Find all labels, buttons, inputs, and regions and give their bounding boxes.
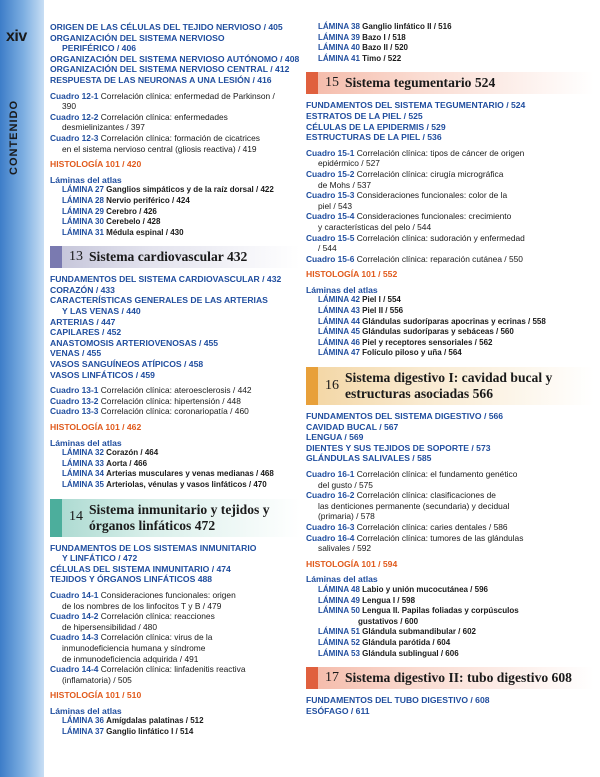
plate-title: Piel I / 554 — [362, 295, 401, 305]
atlas-plate-continuation: gustativos / 600 — [358, 616, 419, 626]
toc-section-entry: CAVIDAD BUCAL / 567 — [306, 421, 399, 432]
box-title: Correlación clínica: linfadenitis reactiva — [100, 664, 246, 675]
page-number: xiv — [6, 28, 27, 45]
box-title: Correlación clínica: virus de la — [100, 632, 213, 643]
plate-number: LÁMINA 27 — [62, 185, 104, 195]
toc-section-entry: PERIFÉRICO / 406 — [62, 43, 137, 54]
box-number: Cuadro 12-3 — [50, 132, 99, 143]
plate-title: Folículo piloso y uña / 564 — [362, 348, 462, 358]
toc-box-continuation: y características del pelo / 544 — [318, 221, 432, 232]
toc-box-continuation: inmunodeficiencia humana y síndrome — [62, 642, 206, 653]
box-number: Cuadro 15-1 — [306, 147, 355, 158]
atlas-plate-entry — [50, 207, 300, 218]
plate-number: LÁMINA 37 — [62, 727, 104, 737]
atlas-plates-heading: Láminas del atlas — [306, 574, 378, 585]
box-title: Correlación clínica: sudoración y enfermedad — [356, 232, 525, 243]
box-title: Correlación clínica: tumores de las glándulas — [356, 532, 524, 543]
toc-section-entry: ORGANIZACIÓN DEL SISTEMA NERVIOSO AUTÓNOMO / 408 — [50, 53, 300, 64]
toc-section-entry: FUNDAMENTOS DEL SISTEMA TEGUMENTARIO / 524 — [306, 100, 526, 111]
box-number: Cuadro 13-2 — [50, 395, 99, 406]
plate-number: LÁMINA 51 — [318, 627, 360, 637]
toc-section-entry: LENGUA / 569 — [306, 432, 364, 443]
box-number: Cuadro 12-1 — [50, 90, 99, 101]
plate-title: Piel II / 556 — [362, 306, 404, 316]
toc-column-left — [50, 22, 300, 738]
plate-title: Glándulas sudoríparas y sebáceas / 560 — [362, 327, 514, 337]
plate-number: LÁMINA 35 — [62, 479, 104, 489]
chapter-title: Sistema digestivo II: tubo digestivo 608 — [345, 670, 572, 686]
toc-box-entry — [306, 533, 594, 544]
plate-number: LÁMINA 30 — [62, 217, 104, 227]
toc-box-continuation: de hipersensibilidad / 480 — [62, 621, 157, 632]
box-number: Cuadro 15-2 — [306, 168, 355, 179]
plate-number: LÁMINA 40 — [318, 43, 360, 53]
spacer — [306, 359, 594, 364]
plate-title: Cerebelo / 428 — [106, 217, 161, 227]
toc-box-entry — [306, 522, 594, 533]
atlas-plate-entry — [306, 585, 594, 596]
chapter-number: 16 — [325, 377, 339, 393]
chapter-number: 17 — [325, 669, 339, 685]
plate-title: Amígdalas palatinas / 512 — [106, 716, 204, 726]
plate-number: LÁMINA 53 — [318, 648, 360, 658]
toc-section-entry: ORGANIZACIÓN DEL SISTEMA NERVIOSO CENTRAL / 412 — [50, 64, 290, 75]
atlas-plate-entry — [306, 606, 594, 617]
box-number: Cuadro 12-2 — [50, 111, 99, 122]
plate-number: LÁMINA 46 — [318, 337, 360, 347]
toc-section-entry: GLÁNDULAS SALIVALES / 585 — [306, 453, 432, 464]
plate-number: LÁMINA 32 — [62, 448, 104, 458]
chapter-color-tab — [50, 499, 62, 537]
box-number: Cuadro 14-3 — [50, 632, 99, 643]
toc-section-entry: VENAS / 455 — [50, 348, 102, 359]
plate-number: LÁMINA 39 — [318, 32, 360, 42]
atlas-plate-entry — [50, 196, 300, 207]
chapter-heading — [306, 72, 594, 94]
toc-section-entry: FUNDAMENTOS DEL SISTEMA DIGESTIVO / 566 — [306, 411, 504, 422]
plate-title: Médula espinal / 430 — [106, 227, 184, 237]
toc-box-continuation: de inmunodeficiencia adquirida / 491 — [62, 653, 199, 664]
plate-number: LÁMINA 33 — [62, 458, 104, 468]
plate-title: Timo / 522 — [362, 53, 402, 63]
plate-title: Lengua II. Papilas foliadas y corpúsculos — [362, 606, 519, 616]
toc-box-entry — [50, 133, 300, 144]
toc-box-continuation: piel / 543 — [318, 200, 352, 211]
chapter-number: 14 — [69, 509, 83, 525]
plate-title: Piel y receptores sensoriales / 562 — [362, 337, 493, 347]
toc-section-entry: ESTRATOS DE LA PIEL / 525 — [306, 110, 423, 121]
plate-number: LÁMINA 36 — [62, 716, 104, 726]
atlas-plate-entry — [50, 716, 300, 727]
toc-section-entry: FUNDAMENTOS DE LOS SISTEMAS INMUNITARIO — [50, 542, 257, 553]
spacer — [50, 491, 300, 496]
chapter-number: 15 — [325, 75, 339, 91]
toc-box-continuation: salivales / 592 — [318, 543, 372, 554]
atlas-plate-entry — [306, 348, 594, 359]
chapter-color-tab — [306, 72, 318, 94]
plate-number: LÁMINA 31 — [62, 227, 104, 237]
histology-entry: HISTOLOGÍA 101 / 462 — [50, 422, 142, 432]
atlas-plate-entry — [50, 480, 300, 491]
toc-box-entry — [306, 233, 594, 244]
toc-box-continuation: (primaria) / 578 — [318, 511, 375, 522]
plate-title: Arteriolas, vénulas y vasos linfáticos / 470 — [106, 479, 267, 489]
toc-section-entry: CARACTERÍSTICAS GENERALES DE LAS ARTERIAS — [50, 295, 268, 306]
atlas-plate-entry — [50, 469, 300, 480]
atlas-plate-entry — [50, 228, 300, 239]
box-number: Cuadro 14-1 — [50, 589, 99, 600]
toc-box-continuation: (inflamatoria) / 505 — [62, 674, 132, 685]
box-title: Correlación clínica: clasificaciones de — [356, 490, 496, 501]
plate-title: Corazón / 464 — [106, 448, 159, 458]
plate-number: LÁMINA 41 — [318, 53, 360, 63]
box-title: Correlación clínica: cirugía micrográfica — [356, 168, 504, 179]
toc-section-entry: RESPUESTA DE LAS NEURONAS A UNA LESIÓN / 416 — [50, 74, 272, 85]
atlas-plate-entry — [50, 448, 300, 459]
atlas-plate-entry — [50, 727, 300, 738]
toc-box-entry — [306, 211, 594, 222]
plate-number: LÁMINA 52 — [318, 637, 360, 647]
chapter-title: Sistema inmunitario y tejidos y órganos linfáticos 472 — [89, 501, 270, 533]
toc-box-continuation: epidérmico / 527 — [318, 158, 380, 169]
toc-box-continuation: de los nombres de los linfocitos T y B / 479 — [62, 600, 222, 611]
toc-box-continuation: 390 — [62, 101, 76, 112]
plate-title: Lengua I / 598 — [362, 595, 416, 605]
histology-entry: HISTOLOGÍA 101 / 420 — [50, 159, 142, 170]
chapter-heading — [50, 246, 300, 268]
chapter-heading — [50, 499, 300, 537]
box-number: Cuadro 15-5 — [306, 232, 355, 243]
plate-title: Labio y unión mucocutánea / 596 — [362, 584, 488, 594]
atlas-plate-entry — [306, 43, 594, 54]
box-number: Cuadro 16-2 — [306, 490, 355, 501]
toc-box-entry — [50, 664, 300, 675]
chapter-title: Sistema cardiovascular 432 — [89, 249, 248, 265]
toc-section-entry: ORIGEN DE LAS CÉLULAS DEL TEJIDO NERVIOSO / 405 — [50, 22, 283, 32]
atlas-plate-entry — [306, 33, 594, 44]
toc-section-entry: ESÓFAGO / 611 — [306, 705, 370, 716]
spacer — [306, 659, 594, 664]
toc-section-entry: ORGANIZACIÓN DEL SISTEMA NERVIOSO — [50, 32, 225, 43]
box-title: Correlación clínica: enfermedad de Parkinson / — [100, 90, 275, 101]
atlas-plates-heading: Láminas del atlas — [50, 174, 122, 185]
toc-section-entry: Y LINFÁTICO / 472 — [62, 553, 138, 564]
box-title: Correlación clínica: ateroesclerosis / 442 — [100, 385, 252, 396]
atlas-plate-entry — [306, 306, 594, 317]
toc-section-entry: CÉLULAS DEL SISTEMA INMUNITARIO / 474 — [50, 563, 231, 574]
chapter-title: Sistema digestivo I: cavidad bucal y estructuras asociadas 566 — [345, 370, 553, 402]
toc-box-entry — [50, 396, 300, 407]
atlas-plate-entry — [306, 317, 594, 328]
toc-section-entry: Y LAS VENAS / 440 — [62, 306, 141, 317]
box-title: Correlación clínica: reacciones — [100, 611, 215, 622]
box-title: Correlación clínica: enfermedades — [100, 111, 228, 122]
toc-box-continuation: desmielinizantes / 397 — [62, 122, 145, 133]
box-number: Cuadro 15-6 — [306, 253, 355, 264]
atlas-plates-heading: Láminas del atlas — [50, 437, 122, 448]
plate-title: Glándula sublingual / 606 — [362, 648, 459, 658]
plate-title: Glándulas sudoríparas apocrinas y ecrinas / 558 — [362, 316, 546, 326]
toc-box-entry — [306, 148, 594, 159]
toc-box-continuation: de Mohs / 537 — [318, 179, 372, 190]
chapter-heading — [306, 367, 594, 405]
box-title: Consideraciones funcionales: color de la — [356, 190, 508, 201]
toc-box-entry — [50, 406, 300, 417]
plate-number: LÁMINA 28 — [62, 195, 104, 205]
box-number: Cuadro 13-3 — [50, 406, 99, 417]
plate-number: LÁMINA 42 — [318, 295, 360, 305]
toc-box-entry — [50, 91, 300, 102]
box-number: Cuadro 13-1 — [50, 385, 99, 396]
toc-box-continuation: las denticiones permanente (secundaria) y decidual — [318, 500, 510, 511]
plate-number: LÁMINA 44 — [318, 316, 360, 326]
plate-title: Glándula submandibular / 602 — [362, 627, 476, 637]
chapter-color-tab — [50, 246, 62, 268]
box-number: Cuadro 15-3 — [306, 190, 355, 201]
atlas-plate-entry — [50, 185, 300, 196]
side-band — [0, 0, 44, 777]
box-number: Cuadro 15-4 — [306, 211, 355, 222]
atlas-plate-entry — [306, 295, 594, 306]
atlas-plate-entry — [306, 596, 594, 607]
toc-box-entry — [50, 611, 300, 622]
chapter-number: 13 — [69, 248, 83, 264]
toc-section-entry: CAPILARES / 452 — [50, 327, 122, 338]
atlas-plate-entry — [306, 338, 594, 349]
plate-title: Bazo II / 520 — [362, 43, 408, 53]
plate-title: Ganglio linfático I / 514 — [106, 727, 194, 737]
box-title: Correlación clínica: el fundamento genético — [356, 469, 518, 479]
spacer — [50, 238, 300, 243]
atlas-plate-entry — [306, 327, 594, 338]
toc-section-entry: VASOS SANGUÍNEOS ATÍPICOS / 458 — [50, 359, 204, 370]
toc-box-continuation: en el sistema nervioso central (gliosis reactiva) / 419 — [62, 143, 257, 154]
atlas-plate-entry — [306, 638, 594, 649]
atlas-plate-entry — [306, 54, 594, 65]
box-title: Correlación clínica: caries dentales / 586 — [356, 521, 508, 532]
atlas-plate-entry — [50, 459, 300, 470]
toc-section-entry: VASOS LINFÁTICOS / 459 — [50, 369, 155, 380]
toc-box-continuation: / 544 — [318, 243, 337, 254]
plate-number: LÁMINA 34 — [62, 469, 104, 479]
box-number: Cuadro 14-4 — [50, 664, 99, 675]
toc-section-entry: CÉLULAS DE LA EPIDERMIS / 529 — [306, 121, 446, 132]
box-number: Cuadro 16-3 — [306, 521, 355, 532]
plate-title: Arterias musculares y venas medianas / 468 — [106, 469, 274, 479]
plate-number: LÁMINA 29 — [62, 206, 104, 216]
plate-title: Ganglio linfático II / 516 — [362, 22, 452, 31]
plate-number: LÁMINA 43 — [318, 306, 360, 316]
toc-box-entry — [306, 190, 594, 201]
box-number: Cuadro 16-1 — [306, 469, 355, 479]
plate-number: LÁMINA 49 — [318, 595, 360, 605]
atlas-plate-entry — [306, 22, 594, 33]
atlas-plate-entry — [306, 627, 594, 638]
toc-section-entry: DIENTES Y SUS TEJIDOS DE SOPORTE / 573 — [306, 442, 491, 453]
box-title: Consideraciones funcionales: crecimiento — [356, 211, 512, 222]
plate-number: LÁMINA 48 — [318, 584, 360, 594]
chapter-heading — [306, 667, 594, 689]
atlas-plate-entry — [306, 649, 594, 660]
box-title: Correlación clínica: tipos de cáncer de origen — [356, 147, 525, 158]
box-title: Correlación clínica: coronariopatía / 460 — [100, 406, 249, 417]
toc-section-entry: ARTERIAS / 447 — [50, 316, 116, 327]
spacer — [306, 64, 594, 69]
histology-entry: HISTOLOGÍA 101 / 552 — [306, 269, 398, 280]
histology-entry: HISTOLOGÍA 101 / 594 — [306, 558, 398, 569]
plate-title: Nervio periférico / 424 — [106, 195, 190, 205]
toc-section-entry: ESTRUCTURAS DE LA PIEL / 536 — [306, 132, 442, 143]
plate-title: Glándula parótida / 604 — [362, 637, 451, 647]
plate-title: Bazo I / 518 — [362, 32, 406, 42]
toc-box-continuation: del gusto / 575 — [318, 479, 373, 490]
plate-title: Aorta / 466 — [106, 458, 148, 468]
plate-title: Ganglios simpáticos y de la raíz dorsal / 422 — [106, 185, 274, 195]
plate-number: LÁMINA 50 — [318, 606, 360, 616]
atlas-plates-heading: Láminas del atlas — [50, 705, 122, 716]
toc-column-right — [306, 22, 594, 716]
plate-number: LÁMINA 38 — [318, 22, 360, 31]
toc-box-entry — [306, 469, 594, 480]
plate-title: Cerebro / 426 — [106, 206, 157, 216]
section-label: CONTENIDO — [8, 100, 20, 175]
toc-box-entry — [50, 385, 300, 396]
chapter-color-tab — [306, 367, 318, 405]
atlas-plates-heading: Láminas del atlas — [306, 284, 378, 295]
box-title: Consideraciones funcionales: origen — [100, 589, 236, 600]
toc-section-entry: ANASTOMOSIS ARTERIOVENOSAS / 455 — [50, 337, 219, 348]
plate-number: LÁMINA 47 — [318, 348, 360, 358]
toc-box-entry — [306, 490, 594, 501]
box-number: Cuadro 14-2 — [50, 611, 99, 622]
toc-section-entry: TEJIDOS Y ÓRGANOS LINFÁTICOS 488 — [50, 574, 213, 585]
toc-box-entry — [50, 632, 300, 643]
histology-entry: HISTOLOGÍA 101 / 510 — [50, 690, 142, 701]
box-title: Correlación clínica: formación de cicatrices — [100, 132, 260, 143]
box-title: Correlación clínica: reparación cutánea / 550 — [356, 253, 523, 264]
plate-number: LÁMINA 45 — [318, 327, 360, 337]
toc-box-entry — [50, 590, 300, 601]
toc-section-entry: CORAZÓN / 433 — [50, 284, 115, 295]
toc-box-entry — [306, 254, 594, 265]
toc-section-entry: FUNDAMENTOS DEL TUBO DIGESTIVO / 608 — [306, 695, 490, 706]
chapter-title: Sistema tegumentario 524 — [345, 75, 496, 91]
toc-box-entry — [306, 169, 594, 180]
box-title: Correlación clínica: hipertensión / 448 — [100, 395, 241, 406]
chapter-color-tab — [306, 667, 318, 689]
toc-section-entry: FUNDAMENTOS DEL SISTEMA CARDIOVASCULAR / 432 — [50, 274, 282, 285]
toc-box-entry — [50, 112, 300, 123]
box-number: Cuadro 16-4 — [306, 532, 355, 543]
atlas-plate-entry — [50, 217, 300, 228]
